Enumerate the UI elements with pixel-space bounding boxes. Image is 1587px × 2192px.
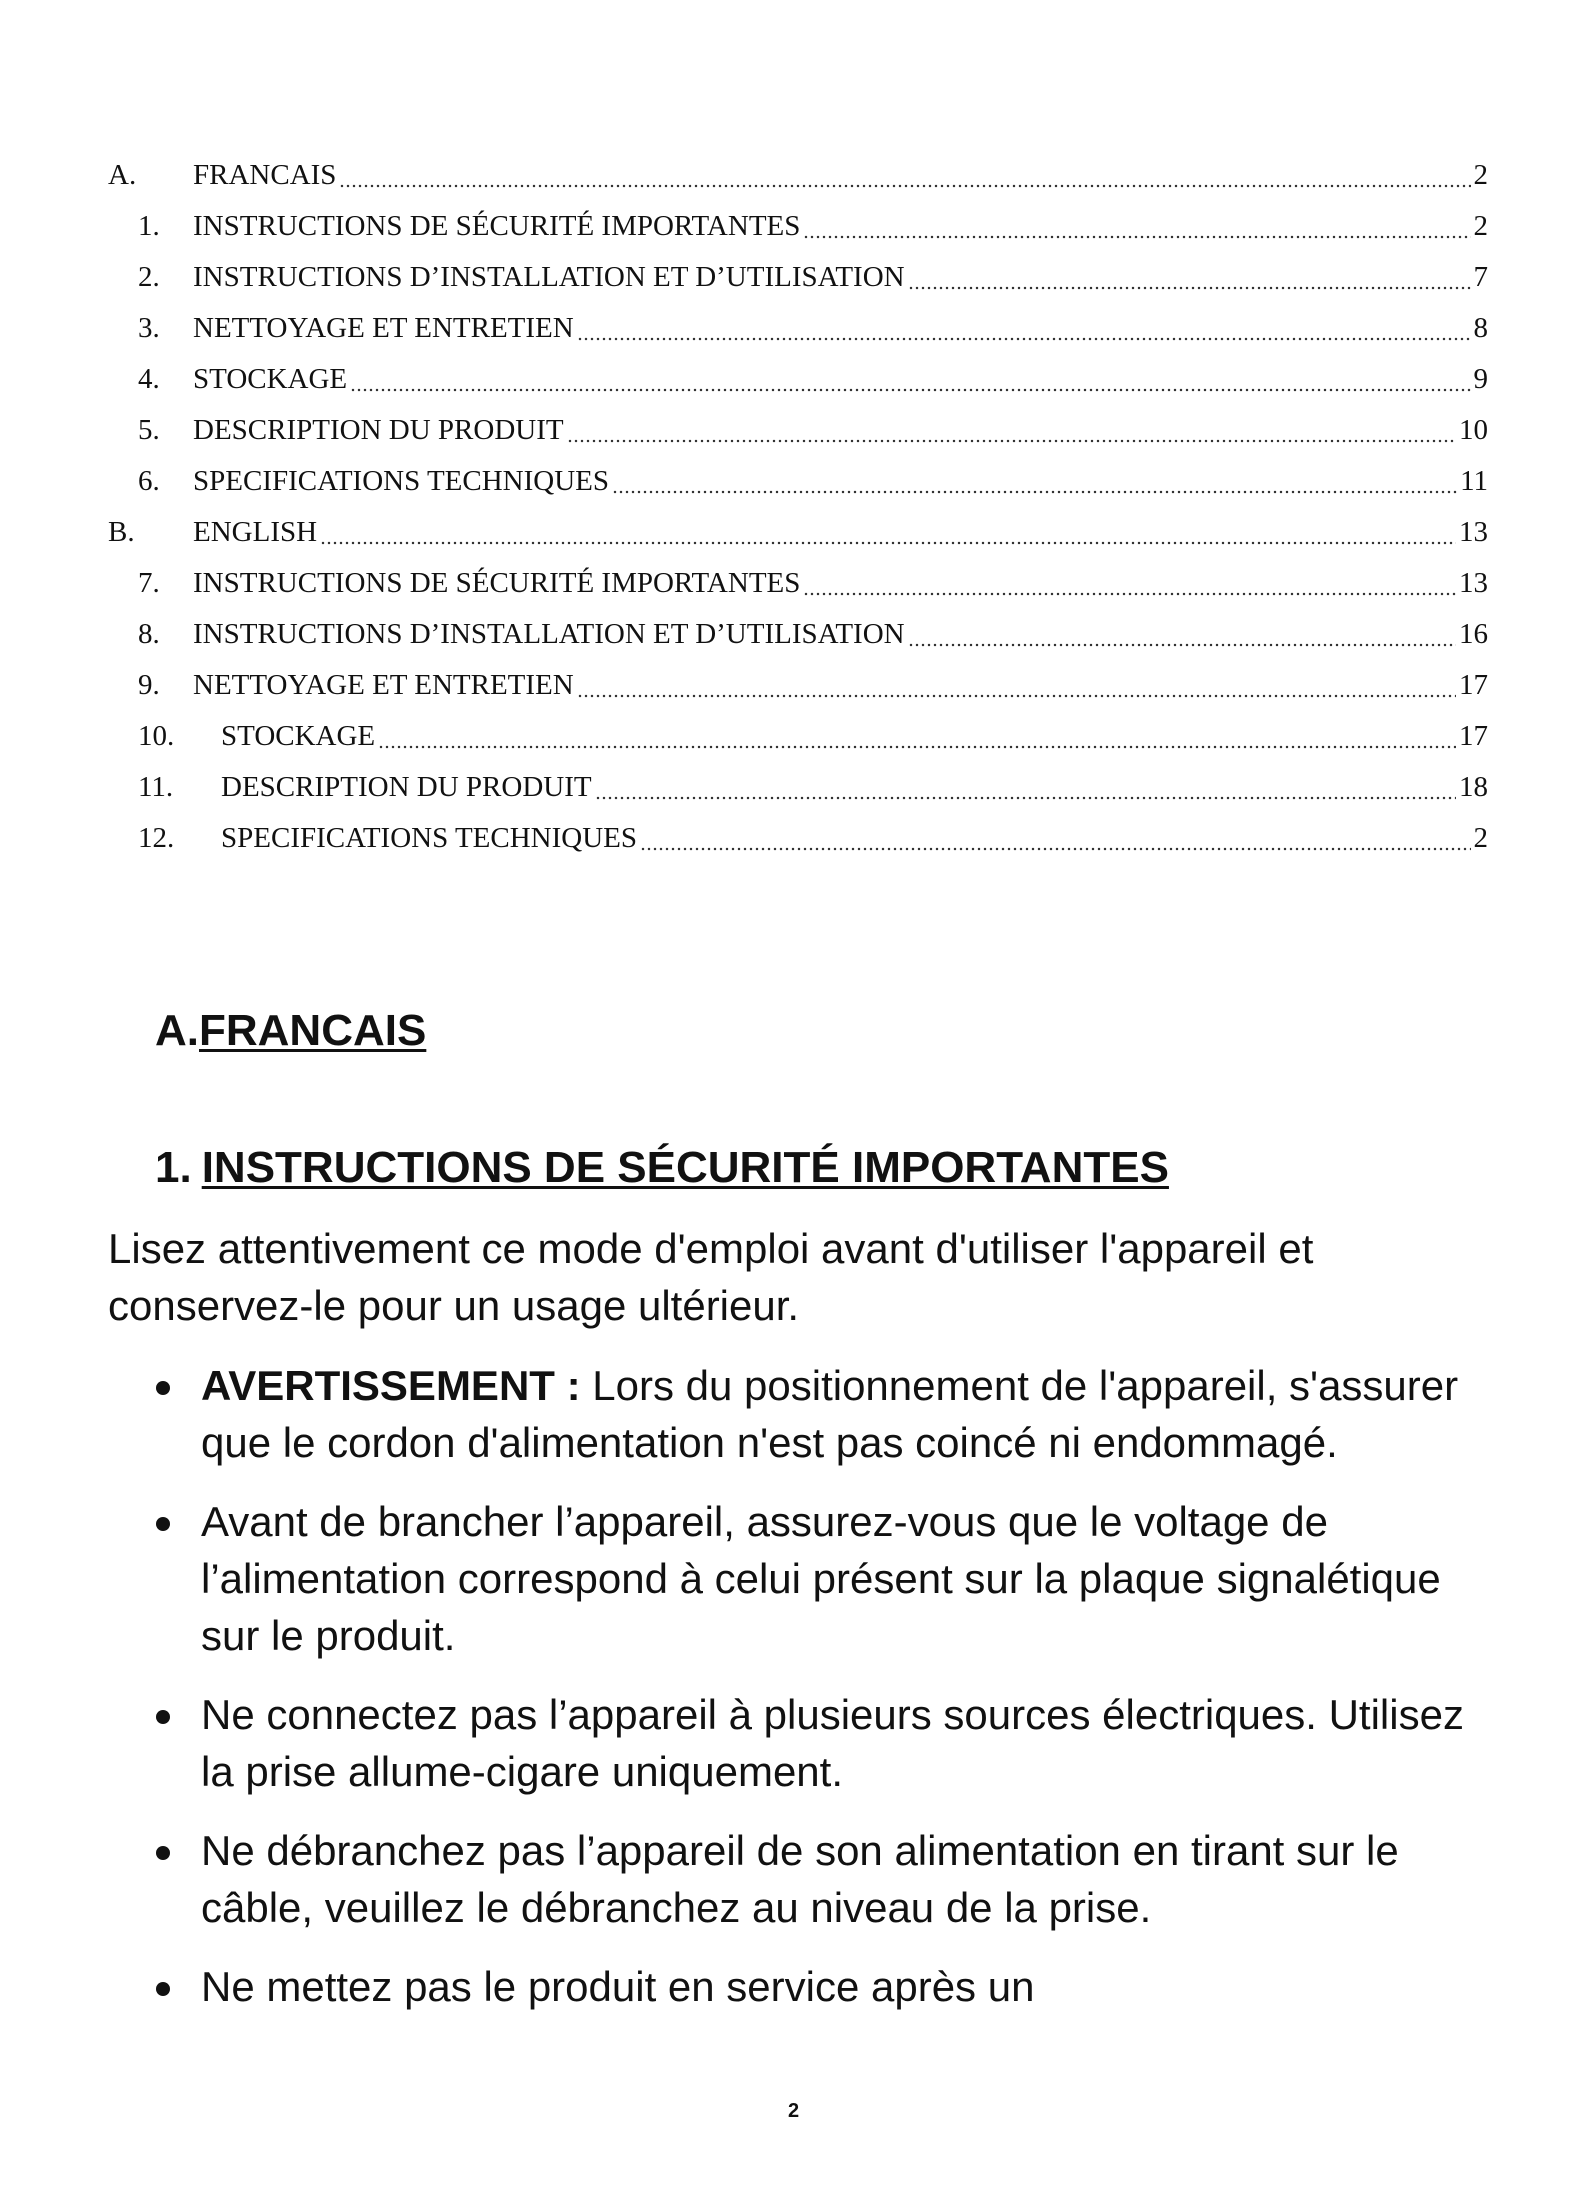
toc-entry[interactable] bbox=[108, 201, 1488, 252]
toc-entry[interactable] bbox=[108, 252, 1488, 303]
toc-entry-title: STOCKAGE bbox=[193, 363, 348, 395]
toc-entry-page: 13 bbox=[1459, 516, 1488, 548]
toc-dot-leader bbox=[577, 681, 1456, 699]
toc-entry-number: 5. bbox=[138, 414, 160, 446]
toc-dot-leader bbox=[908, 630, 1456, 648]
toc-dot-leader bbox=[378, 732, 1456, 750]
toc-entry-number: 8. bbox=[138, 618, 160, 650]
toc-entry-number: 6. bbox=[138, 465, 160, 497]
toc-dot-leader bbox=[339, 171, 1470, 189]
toc-entry-page: 18 bbox=[1459, 771, 1488, 803]
toc-entry-page: 2 bbox=[1473, 159, 1488, 191]
toc-entry-title: ENGLISH bbox=[193, 516, 318, 548]
toc-entry-title: STOCKAGE bbox=[221, 720, 376, 752]
list-item bbox=[108, 1686, 1488, 1800]
toc-entry-page: 11 bbox=[1460, 465, 1488, 497]
section-title: FRANCAIS bbox=[199, 1006, 427, 1055]
toc-entry-number: 9. bbox=[138, 669, 160, 701]
bullet-icon bbox=[156, 1381, 170, 1395]
toc-entry-page: 7 bbox=[1473, 261, 1488, 293]
subsection-title: INSTRUCTIONS DE SÉCURITÉ IMPORTANTES bbox=[201, 1143, 1169, 1192]
toc-entry[interactable] bbox=[108, 405, 1488, 456]
toc-entry-page: 17 bbox=[1459, 720, 1488, 752]
bullet-icon bbox=[156, 1517, 170, 1531]
warning-label: AVERTISSEMENT : bbox=[201, 1362, 581, 1409]
toc-entry-number: 1. bbox=[138, 210, 160, 242]
toc-dot-leader bbox=[803, 222, 1470, 240]
toc-dot-leader bbox=[320, 528, 1456, 546]
toc-entry-title: NETTOYAGE ET ENTRETIEN bbox=[193, 312, 574, 344]
toc-entry-title: INSTRUCTIONS D’INSTALLATION ET D’UTILISATION bbox=[193, 261, 905, 293]
toc-entry-page: 2 bbox=[1473, 210, 1488, 242]
bullet-icon bbox=[156, 1982, 170, 1996]
toc-entry-number: B. bbox=[108, 516, 135, 548]
bullet-text: Lors du positionnement de l'appareil, s'assurer que le cordon d'alimentation n'est pas coincé ni endommagé. bbox=[201, 1362, 1459, 1466]
toc-dot-leader bbox=[577, 324, 1471, 342]
toc-entry-title: SPECIFICATIONS TECHNIQUES bbox=[193, 465, 609, 497]
toc-entry[interactable] bbox=[108, 762, 1488, 813]
toc-entry-title: FRANCAIS bbox=[193, 159, 337, 191]
subsection-number: 1. bbox=[155, 1143, 192, 1192]
toc-entry-title: INSTRUCTIONS D’INSTALLATION ET D’UTILISATION bbox=[193, 618, 905, 650]
toc-entry[interactable] bbox=[108, 711, 1488, 762]
toc-entry[interactable] bbox=[108, 609, 1488, 660]
subsection-heading bbox=[155, 1143, 1169, 1193]
toc-dot-leader bbox=[908, 273, 1471, 291]
toc-entry[interactable] bbox=[108, 660, 1488, 711]
toc-entry-title: INSTRUCTIONS DE SÉCURITÉ IMPORTANTES bbox=[193, 210, 801, 242]
toc-entry[interactable] bbox=[108, 507, 1488, 558]
toc-entry-number: 11. bbox=[138, 771, 174, 803]
list-item bbox=[108, 1958, 1488, 2015]
safety-bullet-list bbox=[108, 1357, 1488, 2037]
toc-entry-page: 16 bbox=[1459, 618, 1488, 650]
toc-entry-page: 9 bbox=[1473, 363, 1488, 395]
toc-entry[interactable] bbox=[108, 303, 1488, 354]
bullet-text: Ne débranchez pas l’appareil de son alimentation en tirant sur le câble, veuillez le débranchez au niveau de la prise. bbox=[201, 1827, 1399, 1931]
bullet-icon bbox=[156, 1846, 170, 1860]
section-prefix: A. bbox=[155, 1006, 199, 1055]
toc-entry-number: 7. bbox=[138, 567, 160, 599]
toc-entry-title: DESCRIPTION DU PRODUIT bbox=[221, 771, 592, 803]
section-heading bbox=[155, 1006, 426, 1056]
toc-entry-number: 4. bbox=[138, 363, 160, 395]
toc-entry-page: 17 bbox=[1459, 669, 1488, 701]
toc-entry-title: SPECIFICATIONS TECHNIQUES bbox=[221, 822, 637, 854]
list-item bbox=[108, 1357, 1488, 1471]
toc-entry-title: DESCRIPTION DU PRODUIT bbox=[193, 414, 564, 446]
bullet-text: Ne mettez pas le produit en service après un bbox=[201, 1963, 1035, 2010]
toc-entry[interactable] bbox=[108, 150, 1488, 201]
toc-entry[interactable] bbox=[108, 813, 1488, 864]
toc-dot-leader bbox=[350, 375, 1470, 393]
toc-entry-page: 8 bbox=[1473, 312, 1488, 344]
bullet-icon bbox=[156, 1710, 170, 1724]
toc-dot-leader bbox=[612, 477, 1457, 495]
toc-dot-leader bbox=[595, 783, 1456, 801]
toc-entry-number: A. bbox=[108, 159, 137, 191]
toc-entry-number: 12. bbox=[138, 822, 175, 854]
toc-dot-leader bbox=[803, 579, 1456, 597]
list-item bbox=[108, 1822, 1488, 1936]
toc-entry[interactable] bbox=[108, 456, 1488, 507]
intro-paragraph: Lisez attentivement ce mode d'emploi avant d'utiliser l'appareil et conservez-le pour un usage ultérieur. bbox=[108, 1225, 1314, 1329]
toc-entry-number: 10. bbox=[138, 720, 175, 752]
toc-entry-page: 2 bbox=[1473, 822, 1488, 854]
table-of-contents bbox=[108, 150, 1488, 864]
toc-entry-number: 3. bbox=[138, 312, 160, 344]
toc-entry-title: NETTOYAGE ET ENTRETIEN bbox=[193, 669, 574, 701]
toc-entry[interactable] bbox=[108, 354, 1488, 405]
toc-entry-page: 10 bbox=[1459, 414, 1488, 446]
bullet-text: Avant de brancher l’appareil, assurez-vous que le voltage de l’alimentation correspond à celui présent sur la plaque signalétique sur le produit. bbox=[201, 1498, 1441, 1659]
page-number: 2 bbox=[787, 2100, 800, 2122]
bullet-text: Ne connectez pas l’appareil à plusieurs sources électriques. Utilisez la prise allume-cigare uniquement. bbox=[201, 1691, 1464, 1795]
toc-entry-page: 13 bbox=[1459, 567, 1488, 599]
list-item bbox=[108, 1493, 1488, 1664]
toc-entry[interactable] bbox=[108, 558, 1488, 609]
toc-entry-number: 2. bbox=[138, 261, 160, 293]
toc-dot-leader bbox=[640, 834, 1471, 852]
toc-dot-leader bbox=[567, 426, 1456, 444]
toc-entry-title: INSTRUCTIONS DE SÉCURITÉ IMPORTANTES bbox=[193, 567, 801, 599]
